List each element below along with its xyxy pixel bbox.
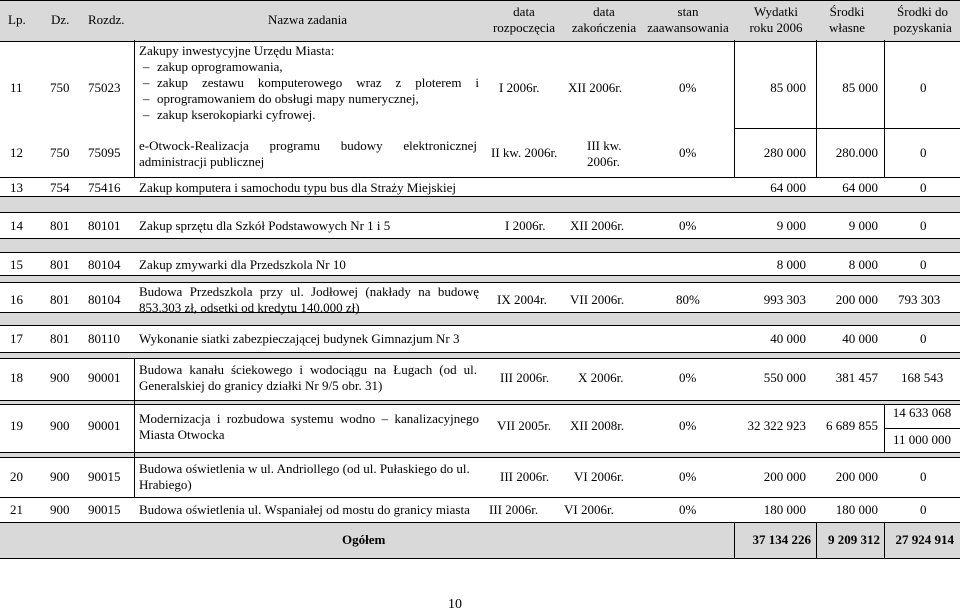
header-srodki-wlasne-2: własne bbox=[828, 20, 866, 35]
row-lp: 14 bbox=[10, 218, 23, 233]
row-rozdz: 75023 bbox=[88, 80, 121, 95]
row-name bbox=[139, 411, 479, 443]
row-name-item-continued: – oprogramowaniem do obsługi mapy numerycznej, bbox=[139, 91, 479, 107]
row-lp: 17 bbox=[10, 331, 23, 346]
row-rule bbox=[0, 452, 960, 453]
row-progress: 0% bbox=[679, 145, 697, 160]
row-start: III 2006r. bbox=[489, 502, 539, 517]
row-end: VI 2006r. bbox=[574, 469, 624, 484]
header-data-zak-1: data bbox=[593, 4, 615, 19]
total-pozyskanie: 27 924 914 bbox=[895, 532, 954, 547]
header-srodki-pozyskania-1: Środki do bbox=[897, 4, 948, 19]
row-rule bbox=[0, 282, 960, 283]
row-rozdz: 90001 bbox=[88, 370, 121, 385]
row-wlasne: 280.000 bbox=[835, 145, 878, 160]
row-rozdz: 75416 bbox=[88, 180, 121, 195]
row-rozdz: 90001 bbox=[88, 418, 121, 433]
row-wlasne: 8 000 bbox=[848, 257, 878, 272]
row-name: Zakup komputera i samochodu typu bus dla Straży Miejskiej bbox=[139, 180, 456, 195]
row-end: X 2006r. bbox=[578, 370, 624, 385]
row-end: VI 2006r. bbox=[564, 502, 614, 517]
row-dz: 900 bbox=[50, 502, 70, 517]
row-lp: 11 bbox=[10, 80, 23, 95]
row-wlasne: 85 000 bbox=[842, 80, 878, 95]
column-rule bbox=[134, 40, 135, 177]
row-rule bbox=[0, 275, 960, 276]
total-wydatki: 37 134 226 bbox=[752, 532, 811, 547]
row-rule bbox=[0, 325, 960, 326]
row-rule bbox=[0, 457, 960, 458]
row-start: VII 2005r. bbox=[497, 418, 552, 433]
row-wlasne: 381 457 bbox=[835, 370, 878, 385]
row-rozdz: 80110 bbox=[88, 331, 121, 346]
row-pozyskanie-line-1: 14 633 068 bbox=[892, 405, 952, 420]
row-start: III 2006r. bbox=[500, 370, 550, 385]
row-wydatki: 280 000 bbox=[763, 145, 806, 160]
column-rule bbox=[134, 358, 135, 497]
row-progress: 0% bbox=[679, 370, 697, 385]
row-name-line: 853.303 zł, odsetki od kredytu 140.000 zł) bbox=[139, 300, 360, 315]
row-rule bbox=[0, 252, 960, 253]
header-srodki-wlasne-1: Środki bbox=[829, 4, 865, 19]
row-pozyskanie: 0 bbox=[920, 180, 927, 195]
row-dz: 750 bbox=[50, 145, 70, 160]
row-pozyskanie: 0 bbox=[920, 502, 927, 517]
row-wydatki: 85 000 bbox=[770, 80, 806, 95]
row-lp: 20 bbox=[10, 469, 23, 484]
row-end: VII 2006r. bbox=[570, 292, 625, 307]
total-wlasne: 9 209 312 bbox=[828, 532, 880, 547]
row-end: XII 2008r. bbox=[570, 418, 625, 433]
row-end-line-1: III kw. bbox=[587, 138, 622, 153]
row-name-line: Budowa kanału ściekowego i wodociągu na Ługach (od ul. bbox=[139, 362, 477, 377]
row-pozyskanie: 0 bbox=[920, 331, 927, 346]
header-dz: Dz. bbox=[51, 12, 70, 27]
row-pozyskanie: 0 bbox=[920, 145, 927, 160]
header-stan-1: stan bbox=[677, 4, 699, 19]
row-lp: 16 bbox=[10, 292, 23, 307]
row-wydatki: 40 000 bbox=[770, 331, 806, 346]
row-rule bbox=[0, 404, 960, 405]
row-rule bbox=[0, 238, 960, 239]
row-wydatki: 64 000 bbox=[770, 180, 806, 195]
row-dz: 801 bbox=[50, 257, 70, 272]
header-nazwa: Nazwa zadania bbox=[268, 12, 348, 27]
row-name bbox=[139, 43, 479, 123]
row-name-line: administracji publicznej bbox=[139, 154, 265, 169]
row-rozdz: 90015 bbox=[88, 502, 121, 517]
row-lp: 21 bbox=[10, 502, 23, 517]
row-start: I 2006r. bbox=[499, 80, 540, 95]
row-wydatki: 180 000 bbox=[763, 502, 806, 517]
row-end: XII 2006r. bbox=[570, 218, 625, 233]
row-name-title: Zakupy inwestycyjne Urzędu Miasta: bbox=[139, 43, 335, 58]
row-dz: 754 bbox=[50, 180, 70, 195]
row-name-line: Hrabiego) bbox=[139, 477, 192, 492]
row-name-item: – zakup oprogramowania, bbox=[139, 59, 479, 75]
row-start: III 2006r. bbox=[500, 469, 550, 484]
row-wlasne: 40 000 bbox=[842, 331, 878, 346]
total-label: Ogółem bbox=[342, 532, 386, 547]
row-pozyskanie: 793 303 bbox=[898, 292, 941, 307]
header-lp: Lp. bbox=[8, 12, 26, 27]
row-wydatki: 550 000 bbox=[763, 370, 806, 385]
header-data-zak-2: zakończenia bbox=[571, 20, 637, 35]
row-rule bbox=[0, 352, 960, 353]
row-rozdz: 80104 bbox=[88, 257, 121, 272]
row-lp: 18 bbox=[10, 370, 23, 385]
row-dz: 801 bbox=[50, 218, 70, 233]
row-wlasne: 200 000 bbox=[835, 292, 878, 307]
row-name-line: Modernizacja i rozbudowa systemu wodno – kanalizacyjnego bbox=[139, 411, 479, 426]
row-wydatki: 200 000 bbox=[763, 469, 806, 484]
header-wydatki-2: roku 2006 bbox=[749, 20, 803, 35]
row-wlasne: 9 000 bbox=[848, 218, 878, 233]
row-wydatki: 993 303 bbox=[763, 292, 806, 307]
row-name: Zakup zmywarki dla Przedszkola Nr 10 bbox=[139, 257, 346, 272]
page-number: 10 bbox=[448, 597, 462, 612]
row-end-line-2: 2006r. bbox=[587, 154, 620, 169]
header-srodki-pozyskania-2: pozyskania bbox=[893, 20, 952, 35]
row-progress: 0% bbox=[679, 80, 697, 95]
row-wydatki: 32 322 923 bbox=[747, 418, 806, 433]
row-pozyskanie: 168 543 bbox=[901, 370, 944, 385]
row-progress: 0% bbox=[679, 218, 697, 233]
row-pozyskanie: 0 bbox=[920, 218, 927, 233]
row-pozyskanie-line-2: 11 000 000 bbox=[892, 432, 952, 447]
row-wlasne: 180 000 bbox=[835, 502, 878, 517]
cell-rule bbox=[734, 128, 960, 129]
row-name-line: Budowa Przedszkola przy ul. Jodłowej (nakłady na budowę bbox=[139, 284, 479, 299]
row-separator-band bbox=[0, 275, 960, 282]
row-dz: 750 bbox=[50, 80, 70, 95]
row-rule bbox=[0, 196, 960, 197]
cell-rule bbox=[884, 428, 960, 429]
row-name: Wykonanie siatki zabezpieczającej budynek Gimnazjum Nr 3 bbox=[139, 331, 460, 346]
row-name bbox=[139, 461, 479, 493]
header-wydatki-1: Wydatki bbox=[754, 4, 798, 19]
row-pozyskanie: 0 bbox=[920, 469, 927, 484]
row-wydatki: 9 000 bbox=[776, 218, 806, 233]
row-wlasne: 64 000 bbox=[842, 180, 878, 195]
column-rule bbox=[884, 40, 885, 178]
row-lp: 15 bbox=[10, 257, 23, 272]
row-progress: 0% bbox=[679, 418, 697, 433]
row-rule bbox=[0, 497, 960, 498]
row-dz: 801 bbox=[50, 292, 70, 307]
row-start: IX 2004r. bbox=[497, 292, 547, 307]
row-separator-band bbox=[0, 238, 960, 253]
row-name-item: – zakup kserokopiarki cyfrowej. bbox=[139, 107, 479, 123]
row-lp: 12 bbox=[10, 145, 23, 160]
row-end: XII 2006r. bbox=[568, 80, 623, 95]
row-separator-band bbox=[0, 196, 960, 213]
row-progress: 0% bbox=[679, 469, 697, 484]
row-name-line: Budowa oświetlenia w ul. Andriollego (od ul. Pułaskiego do ul. bbox=[139, 461, 470, 476]
row-name-item: – zakup zestawu komputerowego wraz z ploterem i bbox=[139, 75, 479, 91]
row-name bbox=[139, 284, 479, 316]
row-dz: 900 bbox=[50, 370, 70, 385]
row-rule bbox=[0, 358, 960, 359]
row-wlasne: 200 000 bbox=[835, 469, 878, 484]
row-wlasne: 6 689 855 bbox=[826, 418, 878, 433]
header-stan-2: zaawansowania bbox=[647, 20, 729, 35]
row-progress: 80% bbox=[676, 292, 700, 307]
row-dz: 801 bbox=[50, 331, 70, 346]
row-name-line: e-Otwock-Realizacja programu budowy elektronicznej bbox=[139, 138, 477, 153]
row-pozyskanie: 0 bbox=[920, 257, 927, 272]
row-progress: 0% bbox=[679, 502, 697, 517]
row-rule bbox=[0, 400, 960, 401]
row-name: Budowa oświetlenia ul. Wspaniałej od mostu do granicy miasta bbox=[139, 502, 470, 517]
header-data-rozp-1: data bbox=[513, 4, 535, 19]
row-rozdz: 80104 bbox=[88, 292, 121, 307]
row-lp: 19 bbox=[10, 418, 23, 433]
row-rozdz: 80101 bbox=[88, 218, 121, 233]
row-name-line: Miasta Otwocka bbox=[139, 427, 225, 442]
row-rozdz: 90015 bbox=[88, 469, 121, 484]
header-data-rozp-2: rozpoczęcia bbox=[492, 20, 556, 35]
row-rozdz: 75095 bbox=[88, 145, 121, 160]
header-rozdz: Rozdz. bbox=[88, 12, 125, 27]
row-pozyskanie: 0 bbox=[920, 80, 927, 95]
row-dz: 900 bbox=[50, 469, 70, 484]
row-name bbox=[139, 138, 477, 170]
row-rule bbox=[0, 212, 960, 213]
row-lp: 13 bbox=[10, 180, 23, 195]
row-wydatki: 8 000 bbox=[776, 257, 806, 272]
row-name: Zakup sprzętu dla Szkół Podstawowych Nr 1 i 5 bbox=[139, 218, 391, 233]
row-name-line: Generalskiej do granicy działki Nr 9/5 obr. 31) bbox=[139, 378, 383, 393]
row-name bbox=[139, 362, 477, 394]
row-dz: 900 bbox=[50, 418, 70, 433]
row-start: I 2006r. bbox=[505, 218, 546, 233]
row-rule bbox=[0, 558, 960, 559]
row-start: II kw. 2006r. bbox=[491, 145, 558, 160]
